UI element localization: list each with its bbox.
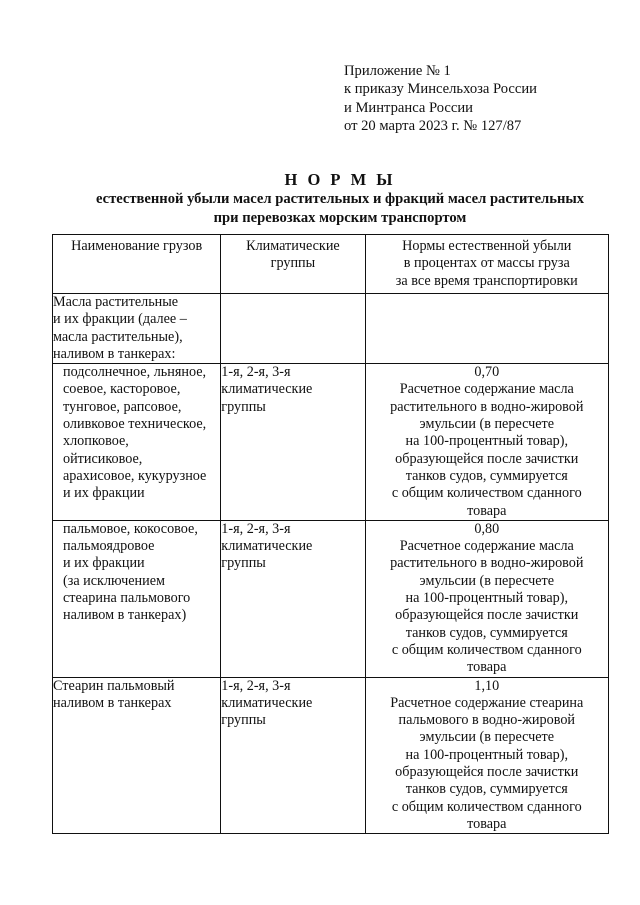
cell-text: товара	[467, 502, 507, 519]
cell-text: Расчетное содержание масла	[399, 538, 574, 555]
cell-text: климатические	[221, 381, 313, 398]
cell-text: танков судов, суммируется	[405, 781, 568, 798]
group-empty-cell	[221, 294, 365, 364]
loss-norm-cell	[365, 520, 608, 677]
table-row	[53, 520, 609, 677]
appendix-line: к приказу Минсельхоза России	[344, 81, 537, 98]
cell-text: 1-я, 2-я, 3-я	[221, 364, 291, 381]
header-text: в процентах от массы груза	[403, 255, 570, 272]
table-row	[53, 364, 609, 521]
cell-text: оливковое техническое,	[63, 416, 207, 433]
climate-group-cell	[221, 677, 365, 834]
climate-group-cell	[221, 364, 365, 521]
table-group-row	[53, 294, 609, 364]
group-name-cell	[53, 294, 221, 364]
header-loss-norms	[365, 235, 608, 294]
cell-text: масла растительные),	[53, 328, 183, 345]
document-title: Н О Р М Ы	[284, 170, 396, 189]
document-subtitle: естественной убыли масел растительных и фракций масел растительных	[95, 191, 585, 207]
cell-text: пальмового в водно-жировой	[398, 712, 576, 729]
cell-text: образующейся после зачистки	[395, 607, 579, 624]
cell-text: на 100-процентный товар),	[405, 433, 568, 450]
loss-norm-cell	[365, 364, 608, 521]
header-text: Климатические	[246, 238, 340, 254]
loss-norm-cell	[365, 677, 608, 834]
cell-text: растительного в водно-жировой	[390, 555, 584, 572]
cell-text: образующейся после зачистки	[395, 764, 579, 781]
cell-text: наливом в танкерах	[53, 694, 172, 711]
cell-text: эмульсии (в пересчете	[419, 416, 555, 433]
cell-text: эмульсии (в пересчете	[419, 572, 555, 589]
cell-text: Расчетное содержание масла	[399, 381, 574, 398]
cell-text: 1-я, 2-я, 3-я	[221, 677, 291, 694]
cell-text: группы	[221, 712, 266, 729]
header-text: группы	[270, 255, 316, 272]
cell-text: арахисовое, кукурузное	[63, 467, 207, 484]
norm-value: 0,80	[474, 520, 500, 537]
appendix-line: Приложение № 1	[344, 63, 451, 79]
cell-text: соевое, касторовое,	[63, 381, 181, 398]
cell-text: 1-я, 2-я, 3-я	[221, 520, 291, 537]
cell-text: Масла растительные	[53, 294, 179, 310]
document-heading	[40, 170, 640, 227]
cell-text: на 100-процентный товар),	[405, 746, 568, 763]
cargo-name-cell	[53, 520, 221, 677]
header-text: за все время транспортировки	[395, 272, 578, 289]
cell-text: на 100-процентный товар),	[405, 590, 568, 607]
header-cargo-name	[53, 235, 221, 294]
cell-text: хлопковое,	[63, 433, 129, 450]
cell-text: танков судов, суммируется	[405, 624, 568, 641]
cell-text: наливом в танкерах:	[53, 345, 176, 362]
appendix-block	[344, 62, 537, 136]
cell-text: с общим количеством сданного	[391, 641, 582, 658]
norms-table	[52, 234, 609, 834]
cell-text: (за исключением	[63, 572, 165, 589]
table-header-row	[53, 235, 609, 294]
cell-text: наливом в танкерах)	[63, 607, 187, 624]
cell-text: и их фракции (далее –	[53, 311, 187, 328]
header-text: Нормы естественной убыли	[402, 238, 572, 254]
cell-text: и их фракции	[63, 485, 145, 502]
group-empty-cell	[365, 294, 608, 364]
cargo-name-cell	[53, 364, 221, 521]
cell-text: пальмовое, кокосовое,	[63, 520, 198, 537]
cell-text: климатические	[221, 538, 313, 555]
cell-text: эмульсии (в пересчете	[419, 729, 555, 746]
cell-text: товара	[467, 659, 507, 676]
header-climate-groups	[221, 235, 365, 294]
appendix-line: от 20 марта 2023 г. № 127/87	[344, 118, 522, 135]
cell-text: группы	[221, 555, 266, 572]
climate-group-cell	[221, 520, 365, 677]
cell-text: стеарина пальмового	[63, 590, 191, 607]
cell-text: с общим количеством сданного	[391, 798, 582, 815]
cell-text: товара	[467, 815, 507, 832]
cell-text: Стеарин пальмовый	[53, 677, 175, 694]
table-row	[53, 677, 609, 834]
cell-text: растительного в водно-жировой	[390, 398, 584, 415]
cell-text: Расчетное содержание стеарина	[390, 694, 584, 711]
appendix-line: и Минтранса России	[344, 99, 473, 116]
cell-text: танков судов, суммируется	[405, 467, 568, 484]
cell-text: группы	[221, 398, 266, 415]
cargo-name-cell	[53, 677, 221, 834]
document-subtitle-continued: при перевозках морским транспортом	[213, 209, 467, 226]
cell-text: с общим количеством сданного	[391, 485, 582, 502]
cell-text: тунговое, рапсовое,	[63, 398, 182, 415]
cell-text: подсолнечное, льняное,	[63, 364, 207, 381]
cell-text: образующейся после зачистки	[395, 450, 579, 467]
cell-text: климатические	[221, 694, 313, 711]
cell-text: и их фракции	[63, 555, 145, 572]
cell-text: пальмоядровое	[63, 538, 155, 555]
header-text: Наименование грузов	[71, 238, 203, 254]
norm-value: 0,70	[474, 364, 500, 381]
norm-value: 1,10	[474, 677, 500, 694]
cell-text: ойтисиковое,	[63, 450, 143, 467]
